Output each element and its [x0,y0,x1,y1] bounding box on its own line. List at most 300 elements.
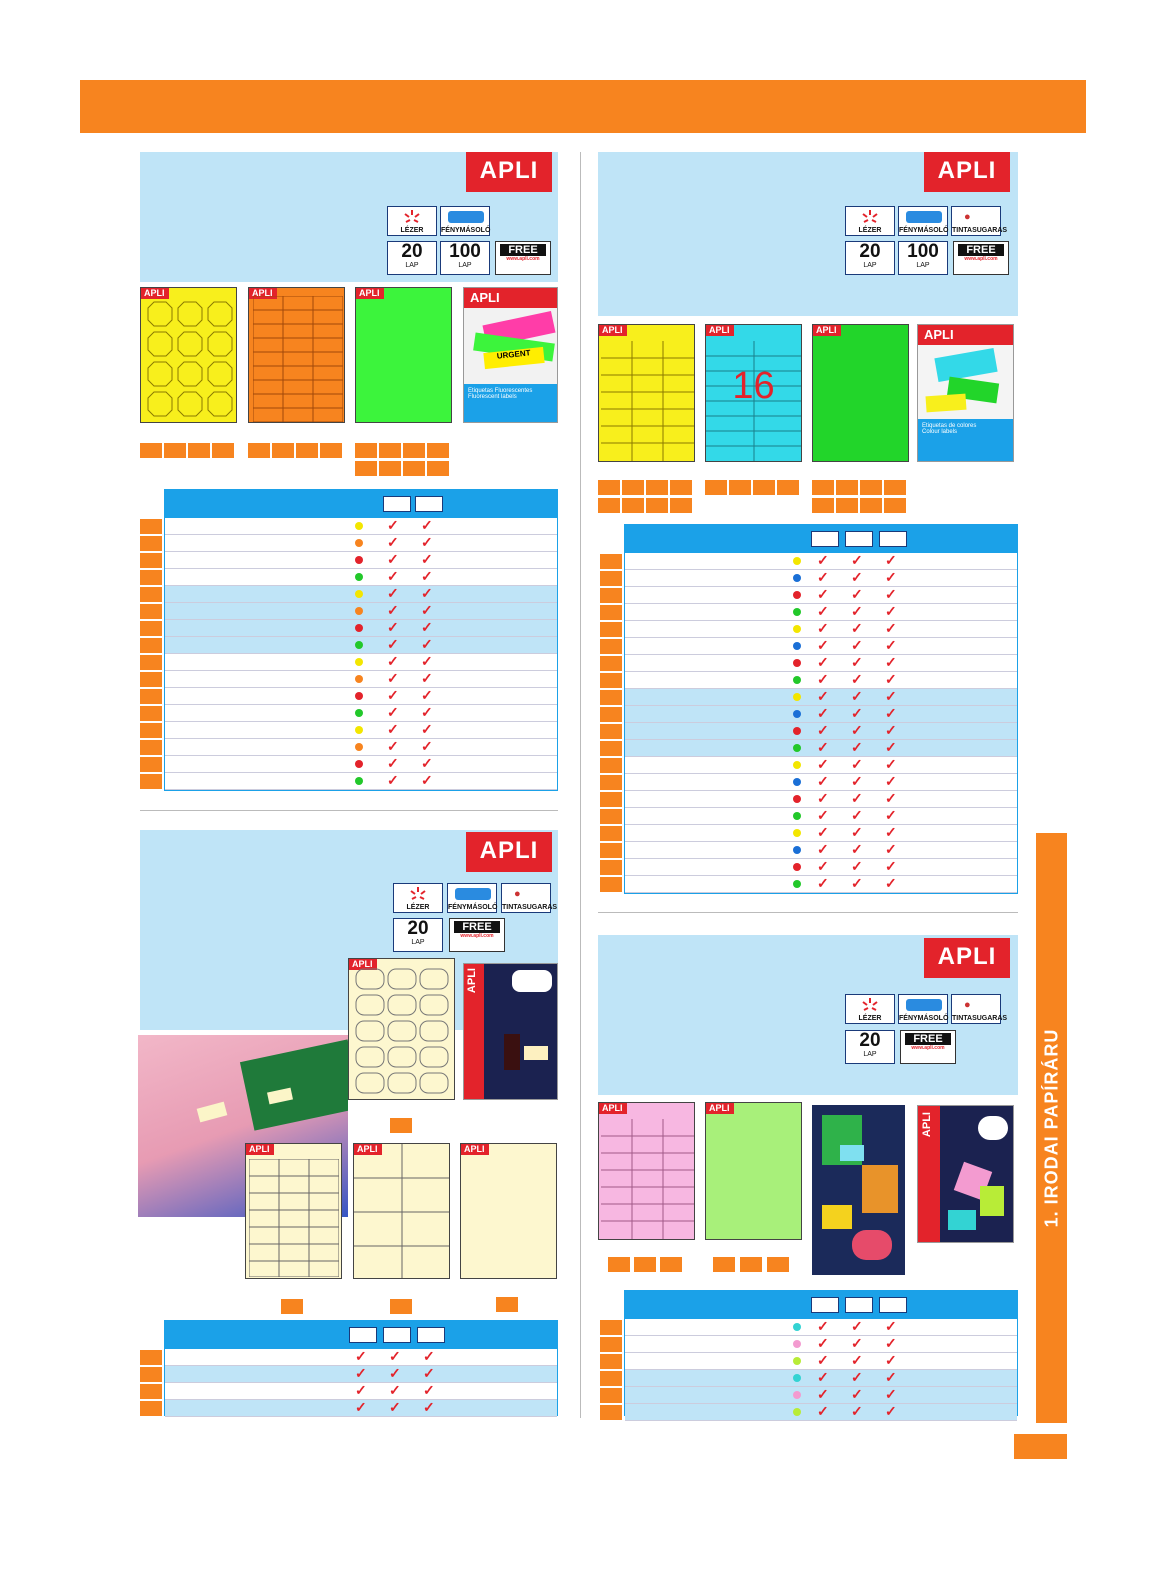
order-code-box [403,443,425,458]
check-icon: ✓ [817,705,829,721]
label-sheet-parchment-full: APLI [460,1143,557,1279]
check-icon: ✓ [885,688,897,704]
table-row [625,587,1017,604]
apli-logo: APLI [924,938,1010,978]
table-row [165,654,557,671]
row-code-marker [600,809,622,824]
check-icon: ✓ [851,586,863,602]
check-icon: ✓ [387,619,399,635]
check-icon: ✓ [817,1403,829,1419]
check-icon: ✓ [387,636,399,652]
color-swatch [793,744,801,752]
row-code-marker [600,571,622,586]
color-swatch [355,675,363,683]
color-swatch [355,777,363,785]
check-icon: ✓ [851,705,863,721]
color-swatch [793,1408,801,1416]
row-code-marker [140,587,162,602]
table-row [625,1387,1017,1404]
order-code-box [884,480,906,495]
row-code-marker [140,570,162,585]
color-swatch [793,642,801,650]
check-icon: ✓ [421,704,433,720]
check-icon: ✓ [885,637,897,653]
check-icon: ✓ [817,739,829,755]
check-icon: ✓ [817,841,829,857]
check-icon: ✓ [421,602,433,618]
color-swatch [355,522,363,530]
product-table-c [624,524,1018,894]
row-code-marker [600,1337,622,1352]
check-icon: ✓ [885,824,897,840]
row-code-marker [140,1401,162,1416]
check-icon: ✓ [817,858,829,874]
order-code-box [403,461,425,476]
order-code-box [281,1299,303,1314]
order-code-box [355,443,377,458]
row-code-marker [140,1384,162,1399]
row-code-marker [140,757,162,772]
row-code-marker [600,792,622,807]
row-code-marker [600,1354,622,1369]
check-icon: ✓ [851,637,863,653]
free-software-badge: FREE www.apli.com [900,1030,956,1064]
check-icon: ✓ [885,875,897,891]
check-icon: ✓ [851,569,863,585]
order-code-box [598,480,620,495]
row-code-marker [600,1371,622,1386]
color-swatch [793,625,801,633]
color-swatch [793,1323,801,1331]
check-icon: ✓ [421,721,433,737]
laser-icon: LÉZER [387,206,437,236]
order-code-box [713,1257,735,1272]
check-icon: ✓ [387,721,399,737]
table-row [625,1353,1017,1370]
check-icon: ✓ [885,671,897,687]
fluorescent-labels-pack: APLI URGENT Etiquetas Fluorescentes Fluorescent labels [463,287,558,423]
check-icon: ✓ [421,755,433,771]
row-code-marker [140,723,162,738]
order-code-box [427,443,449,458]
table-row [625,621,1017,638]
check-icon: ✓ [421,619,433,635]
order-code-box [860,480,882,495]
order-code-box [777,480,799,495]
row-code-marker [140,740,162,755]
row-code-marker [600,622,622,637]
color-swatch [793,1391,801,1399]
check-icon: ✓ [421,687,433,703]
check-icon: ✓ [355,1399,367,1415]
table-row [625,1404,1017,1421]
color-swatch [793,1357,801,1365]
check-icon: ✓ [421,636,433,652]
table-row [625,859,1017,876]
row-code-marker [140,1367,162,1382]
color-swatch [355,624,363,632]
table-row [625,876,1017,893]
table-row [625,757,1017,774]
order-code-box [634,1257,656,1272]
product-table-a [164,489,558,791]
sheet-count-20: 20 LAP [845,1030,895,1064]
row-code-marker [600,826,622,841]
check-icon: ✓ [389,1382,401,1398]
order-code-box [248,443,270,458]
check-icon: ✓ [851,1318,863,1334]
order-code-box [812,498,834,513]
table-row [625,706,1017,723]
check-icon: ✓ [817,688,829,704]
table-row [165,671,557,688]
laser-icon: LÉZER [845,994,895,1024]
order-code-box [608,1257,630,1272]
row-code-marker [600,1320,622,1335]
order-code-box [622,498,644,513]
check-icon: ✓ [817,773,829,789]
color-swatch [793,778,801,786]
color-swatch [793,761,801,769]
order-code-box [729,480,751,495]
check-icon: ✓ [851,1335,863,1351]
table-row [625,604,1017,621]
check-icon: ✓ [421,517,433,533]
check-icon: ✓ [421,534,433,550]
check-icon: ✓ [885,756,897,772]
color-swatch [355,556,363,564]
check-icon: ✓ [817,1369,829,1385]
check-icon: ✓ [387,670,399,686]
check-icon: ✓ [885,1352,897,1368]
order-code-box [379,443,401,458]
row-code-marker [140,655,162,670]
check-icon: ✓ [885,603,897,619]
color-swatch [793,829,801,837]
check-icon: ✓ [355,1365,367,1381]
order-code-box [660,1257,682,1272]
check-icon: ✓ [851,1403,863,1419]
table-row [165,1349,557,1366]
table-row [165,552,557,569]
row-code-marker [140,689,162,704]
color-swatch [355,692,363,700]
color-swatch [793,710,801,718]
row-code-marker [600,554,622,569]
order-code-box [140,443,162,458]
check-icon: ✓ [387,585,399,601]
check-icon: ✓ [817,722,829,738]
table-row [625,808,1017,825]
check-icon: ✓ [421,738,433,754]
table-row [625,638,1017,655]
check-icon: ✓ [387,653,399,669]
check-icon: ✓ [817,824,829,840]
free-software-badge: FREE www.apli.com [495,241,551,275]
label-sheet-green: APLI [355,287,452,423]
apli-logo: APLI [466,832,552,872]
check-icon: ✓ [817,1352,829,1368]
table-row [165,722,557,739]
check-icon: ✓ [851,552,863,568]
table-row [625,740,1017,757]
check-icon: ✓ [885,739,897,755]
check-icon: ✓ [423,1348,435,1364]
row-code-marker [140,638,162,653]
order-code-box [355,461,377,476]
check-icon: ✓ [885,569,897,585]
row-code-marker [140,553,162,568]
check-icon: ✓ [885,705,897,721]
color-swatch [355,726,363,734]
free-software-badge: FREE www.apli.com [449,918,505,952]
check-icon: ✓ [389,1399,401,1415]
product-table-d [624,1290,1018,1419]
table-row [165,739,557,756]
table-row [625,553,1017,570]
check-icon: ✓ [851,722,863,738]
check-icon: ✓ [387,704,399,720]
row-code-marker [600,843,622,858]
table-row [165,535,557,552]
order-code-box [320,443,342,458]
order-code-box [598,498,620,513]
table-row [165,637,557,654]
row-code-marker [140,1350,162,1365]
page-number-box [1014,1434,1067,1459]
color-swatch [793,557,801,565]
row-code-marker [600,877,622,892]
check-icon: ✓ [817,552,829,568]
check-icon: ✓ [885,620,897,636]
check-icon: ✓ [387,517,399,533]
row-code-marker [140,621,162,636]
color-swatch [355,607,363,615]
check-icon: ✓ [421,670,433,686]
color-swatch [793,1374,801,1382]
order-code-box [812,480,834,495]
check-icon: ✓ [817,807,829,823]
table-row [165,705,557,722]
check-icon: ✓ [387,755,399,771]
sheet-count-20: 20 LAP [393,918,443,952]
check-icon: ✓ [389,1348,401,1364]
inkjet-icon: ● TINTASUGARAS [501,883,551,913]
label-sheet-green: APLI [812,324,909,462]
copier-icon: FÉNYMÁSOLÓ [447,883,497,913]
label-sheet-cyan-16: APLI 16 [705,324,802,462]
check-icon: ✓ [851,790,863,806]
check-icon: ✓ [387,738,399,754]
check-icon: ✓ [423,1365,435,1381]
check-icon: ✓ [885,1335,897,1351]
check-icon: ✓ [885,1318,897,1334]
row-code-marker [600,605,622,620]
row-code-marker [600,775,622,790]
colour-labels-pack: APLI Etiquetas de colores Colour labels [917,324,1014,462]
gift-products-photo [812,1105,905,1275]
check-icon: ✓ [421,568,433,584]
order-code-box [164,443,186,458]
order-code-box [188,443,210,458]
check-icon: ✓ [817,1335,829,1351]
check-icon: ✓ [851,620,863,636]
row-code-marker [140,604,162,619]
color-swatch [793,574,801,582]
check-icon: ✓ [851,807,863,823]
order-code-box [753,480,775,495]
color-swatch [355,760,363,768]
column-divider [580,152,581,1418]
check-icon: ✓ [885,858,897,874]
table-row [165,569,557,586]
order-code-box [740,1257,762,1272]
check-icon: ✓ [817,620,829,636]
color-swatch [793,608,801,616]
check-icon: ✓ [851,688,863,704]
color-swatch [355,658,363,666]
apli-logo: APLI [924,152,1010,192]
check-icon: ✓ [885,552,897,568]
order-code-box [496,1297,518,1312]
label-sheet-parchment-grid: APLI [245,1143,342,1279]
check-icon: ✓ [851,739,863,755]
check-icon: ✓ [885,807,897,823]
check-icon: ✓ [421,653,433,669]
order-code-box [622,480,644,495]
order-code-box [670,480,692,495]
row-code-marker [600,741,622,756]
row-code-marker [600,690,622,705]
product-table-b [164,1320,558,1416]
row-code-marker [600,639,622,654]
table-row [625,842,1017,859]
check-icon: ✓ [387,602,399,618]
table-row [625,1319,1017,1336]
color-swatch [355,709,363,717]
check-icon: ✓ [885,790,897,806]
check-icon: ✓ [851,1369,863,1385]
row-code-marker [600,1405,622,1420]
check-icon: ✓ [817,569,829,585]
check-icon: ✓ [421,551,433,567]
color-swatch [793,727,801,735]
label-sheet-parchment-oval: APLI [348,958,455,1100]
order-code-box [296,443,318,458]
row-code-marker [600,707,622,722]
check-icon: ✓ [885,586,897,602]
check-icon: ✓ [817,756,829,772]
table-row [165,518,557,535]
table-row [165,1400,557,1417]
row-code-marker [600,673,622,688]
order-code-box [272,443,294,458]
order-code-box [427,461,449,476]
check-icon: ✓ [387,534,399,550]
section-sidebar: 1. IRODAI PAPÍRÁRU [1036,833,1067,1423]
table-row [165,773,557,790]
color-swatch [355,590,363,598]
check-icon: ✓ [387,772,399,788]
table-row [625,723,1017,740]
check-icon: ✓ [387,687,399,703]
check-icon: ✓ [885,841,897,857]
order-code-box [860,498,882,513]
color-swatch [793,795,801,803]
check-icon: ✓ [389,1365,401,1381]
check-icon: ✓ [851,841,863,857]
label-sheet-parchment-8: APLI [353,1143,450,1279]
row-code-marker [140,672,162,687]
check-icon: ✓ [885,773,897,789]
check-icon: ✓ [817,671,829,687]
laser-icon: LÉZER [393,883,443,913]
check-icon: ✓ [423,1382,435,1398]
order-code-box [767,1257,789,1272]
row-code-marker [600,758,622,773]
label-sheet-yellow-octagon: APLI [140,287,237,423]
color-swatch [793,846,801,854]
row-code-marker [600,656,622,671]
order-code-box [884,498,906,513]
table-row [625,791,1017,808]
color-swatch [793,863,801,871]
free-software-badge: FREE www.apli.com [953,241,1009,275]
check-icon: ✓ [885,654,897,670]
table-row [165,688,557,705]
table-row [165,756,557,773]
check-icon: ✓ [851,773,863,789]
parchment-labels-pack: APLI [463,963,558,1100]
row-code-marker [140,774,162,789]
check-icon: ✓ [817,1318,829,1334]
row-code-marker [600,1388,622,1403]
color-swatch [793,880,801,888]
order-code-box [646,498,668,513]
color-swatch [793,591,801,599]
table-row [165,620,557,637]
row-code-marker [140,706,162,721]
table-row [625,655,1017,672]
check-icon: ✓ [817,790,829,806]
row-code-marker [600,588,622,603]
row-code-marker [600,724,622,739]
check-icon: ✓ [387,568,399,584]
check-icon: ✓ [817,603,829,619]
order-code-box [390,1299,412,1314]
check-icon: ✓ [423,1399,435,1415]
row-code-marker [140,536,162,551]
check-icon: ✓ [851,654,863,670]
color-swatch [793,812,801,820]
table-row [625,825,1017,842]
check-icon: ✓ [885,1403,897,1419]
order-code-box [670,498,692,513]
section-divider-left [140,810,558,811]
color-swatch [793,693,801,701]
order-code-box [390,1118,412,1133]
sheet-count-label: 16 [732,365,775,407]
table-row [625,570,1017,587]
label-sheet-lime: APLI [705,1102,802,1240]
order-code-box [836,480,858,495]
row-code-marker [600,860,622,875]
order-code-box [379,461,401,476]
order-code-box [836,498,858,513]
label-sheet-pink: APLI [598,1102,695,1240]
check-icon: ✓ [817,875,829,891]
label-sheet-yellow: APLI [598,324,695,462]
